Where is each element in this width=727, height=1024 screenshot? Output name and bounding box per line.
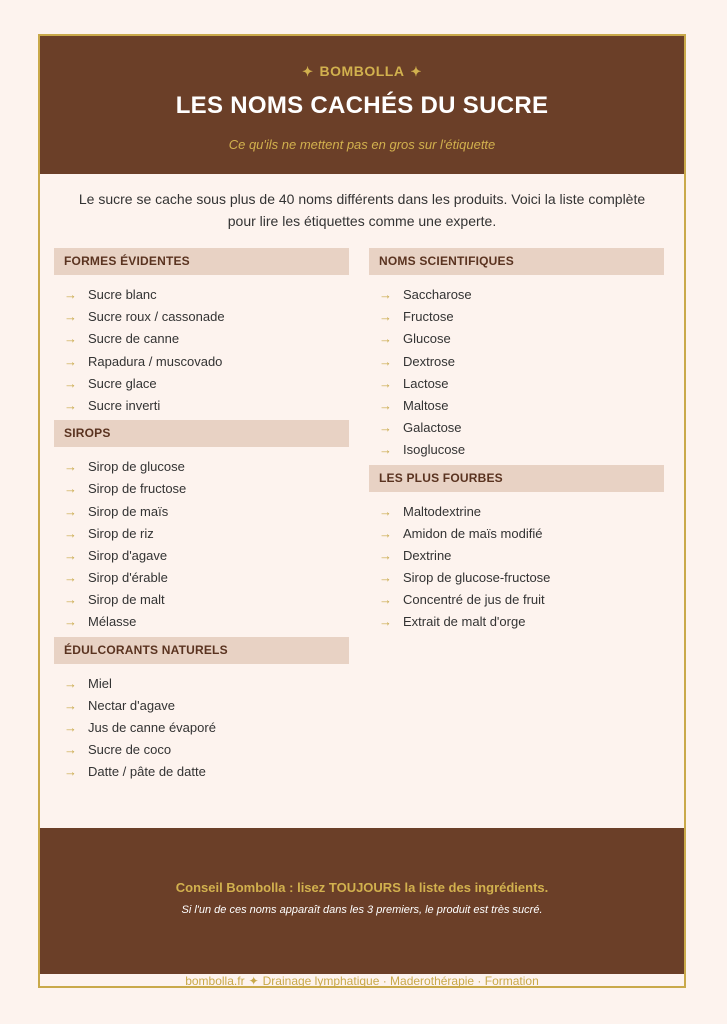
arrow-right-icon: →	[379, 287, 392, 302]
list-item-label: Maltodextrine	[403, 503, 482, 519]
site-link[interactable]: bombolla.fr	[185, 974, 245, 988]
list-item-label: Sirop de riz	[88, 525, 154, 541]
section-list	[369, 492, 664, 637]
section-heading-sirops: SIROPS	[54, 420, 349, 447]
list-item	[369, 284, 664, 306]
list-item	[54, 306, 349, 328]
list-item-label: Glucose	[403, 331, 451, 347]
list-item-label: Sirop d'agave	[88, 547, 168, 563]
list-item	[369, 328, 664, 350]
list-item	[54, 284, 349, 306]
list-item-label: Saccharose	[403, 287, 472, 302]
arrow-right-icon: →	[379, 547, 392, 563]
brand	[40, 63, 684, 80]
left-column	[54, 248, 349, 787]
arrow-right-icon: →	[379, 442, 392, 458]
list-item-label: Sirop de malt	[88, 592, 165, 608]
list-item-label: Datte / pâte de datte	[88, 764, 206, 780]
list-item-label: Galactose	[403, 420, 462, 436]
arrow-right-icon: →	[64, 353, 77, 369]
arrow-right-icon: →	[64, 481, 77, 497]
list-item-label: Sirop de glucose-fructose	[403, 570, 551, 586]
list-item-label: Sucre roux / cassonade	[88, 309, 225, 325]
arrow-right-icon: →	[64, 697, 77, 713]
footer-tip: Conseil Bombolla : lisez TOUJOURS la liste des ingrédients.	[175, 880, 549, 895]
section-list	[54, 664, 349, 787]
list-item	[369, 545, 664, 567]
list-item	[369, 417, 664, 439]
list-item-label: Jus de canne évaporé	[88, 720, 216, 735]
services-text: Drainage lymphatique · Maderothérapie · Formation	[262, 974, 539, 988]
list-item-label: Sucre de canne	[88, 331, 180, 347]
list-item	[54, 673, 349, 695]
arrow-right-icon: →	[64, 675, 77, 691]
list-item	[54, 611, 349, 633]
list-item	[54, 395, 349, 417]
list-item-label: Lactose	[403, 375, 449, 391]
arrow-right-icon: →	[64, 331, 77, 347]
list-item-label: Isoglucose	[403, 442, 466, 458]
list-item	[54, 351, 349, 373]
section-heading-edulcorants-naturels: ÉDULCORANTS NATURELS	[54, 637, 349, 664]
list-item	[369, 395, 664, 417]
list-item	[369, 611, 664, 633]
list-item-label: Mélasse	[88, 614, 137, 630]
bottom-credits	[40, 974, 684, 988]
list-item-label: Sucre de coco	[88, 742, 172, 758]
list-item-label: Amidon de maïs modifié	[403, 525, 543, 541]
list-item	[369, 501, 664, 523]
list-item-label: Sirop de glucose	[88, 459, 185, 475]
list-item	[369, 523, 664, 545]
list-item	[54, 695, 349, 717]
arrow-right-icon: →	[379, 592, 392, 608]
list-item-label: Dextrose	[403, 353, 456, 369]
list-item-label: Sucre blanc	[88, 287, 157, 302]
header-banner	[40, 36, 684, 174]
arrow-right-icon: →	[64, 397, 77, 413]
arrow-right-icon: →	[64, 570, 77, 586]
list-item	[54, 523, 349, 545]
section-list	[369, 275, 664, 465]
page-subtitle: Ce qu'ils ne mettent pas en gros sur l'étiquette	[228, 137, 496, 152]
list-item	[369, 306, 664, 328]
section-heading-formes-evidentes: FORMES ÉVIDENTES	[54, 248, 349, 275]
footer-tip-detail: Si l'un de ces noms apparaît dans les 3 premiers, le produit est très sucré.	[181, 904, 543, 916]
list-item-label: Fructose	[403, 309, 454, 325]
arrow-right-icon: →	[379, 525, 392, 541]
list-item	[369, 373, 664, 395]
list-item-label: Sirop de fructose	[88, 481, 187, 497]
arrow-right-icon: →	[379, 353, 392, 369]
list-item-label: Extrait de malt d'orge	[403, 614, 526, 630]
page-title: LES NOMS CACHÉS DU SUCRE	[175, 92, 549, 119]
list-item	[54, 373, 349, 395]
document-frame	[38, 34, 686, 988]
list-item	[54, 739, 349, 761]
list-item	[369, 589, 664, 611]
list-item	[54, 478, 349, 500]
arrow-right-icon: →	[64, 614, 77, 630]
sparkle-icon: ✦	[410, 64, 422, 79]
arrow-right-icon: →	[64, 742, 77, 758]
section-heading-noms-scientifiques: NOMS SCIENTIFIQUES	[369, 248, 664, 275]
list-item-label: Maltose	[403, 397, 449, 413]
right-column	[369, 248, 664, 637]
section-list	[54, 447, 349, 637]
intro-text: Le sucre se cache sous plus de 40 noms différents dans les produits. Voici la liste complète pour lire les étiquettes comme une experte.	[78, 191, 646, 229]
list-item	[54, 328, 349, 350]
arrow-right-icon: →	[379, 614, 392, 630]
arrow-right-icon: →	[379, 397, 392, 413]
list-item	[54, 501, 349, 523]
arrow-right-icon: →	[64, 287, 77, 302]
arrow-right-icon: →	[64, 375, 77, 391]
list-item-label: Rapadura / muscovado	[88, 353, 223, 369]
list-item	[369, 567, 664, 589]
list-item-label: Sucre glace	[88, 375, 157, 391]
list-item-label: Concentré de jus de fruit	[403, 592, 545, 608]
arrow-right-icon: →	[64, 459, 77, 475]
list-item-label: Miel	[88, 675, 112, 691]
arrow-right-icon: →	[64, 525, 77, 541]
footer-banner	[40, 828, 684, 974]
arrow-right-icon: →	[379, 331, 392, 347]
list-item	[54, 761, 349, 783]
section-list	[54, 275, 349, 420]
sparkle-icon: ✦	[302, 64, 314, 79]
section-heading-les-plus-fourbes: LES PLUS FOURBES	[369, 465, 664, 492]
arrow-right-icon: →	[64, 547, 77, 563]
arrow-right-icon: →	[64, 720, 77, 735]
arrow-right-icon: →	[379, 375, 392, 391]
list-item-label: Sirop d'érable	[88, 570, 168, 586]
brand-name: BOMBOLLA	[319, 63, 405, 79]
list-item	[54, 567, 349, 589]
list-item	[54, 717, 349, 739]
list-item	[54, 589, 349, 611]
list-item-label: Dextrine	[403, 547, 452, 563]
arrow-right-icon: →	[64, 592, 77, 608]
list-item	[54, 456, 349, 478]
list-item	[369, 351, 664, 373]
arrow-right-icon: →	[379, 570, 392, 586]
arrow-right-icon: →	[64, 503, 77, 519]
list-item-label: Nectar d'agave	[88, 697, 176, 713]
list-item	[54, 545, 349, 567]
list-item	[369, 439, 664, 461]
arrow-right-icon: →	[379, 309, 392, 325]
arrow-right-icon: →	[64, 309, 77, 325]
arrow-right-icon: →	[379, 420, 392, 436]
list-item-label: Sirop de maïs	[88, 503, 169, 519]
arrow-right-icon: →	[64, 764, 77, 780]
arrow-right-icon: →	[379, 503, 392, 519]
list-item-label: Sucre inverti	[88, 397, 161, 413]
separator-icon: ✦	[248, 974, 259, 988]
